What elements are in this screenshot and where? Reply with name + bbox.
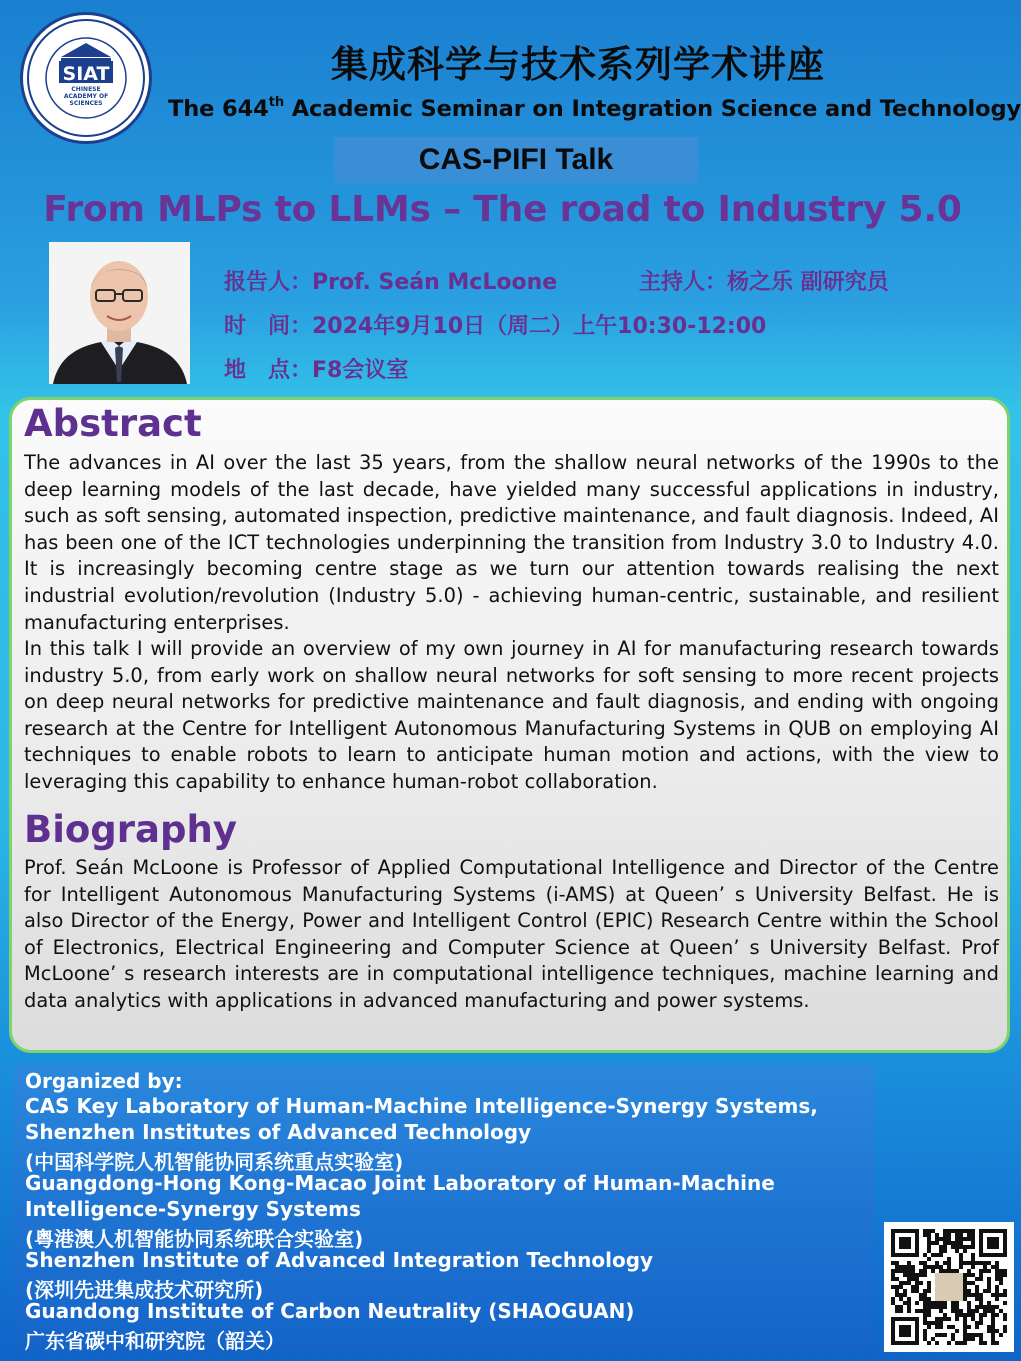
qr-code-icon: [884, 1222, 1014, 1352]
biography-heading: Biography: [24, 808, 237, 851]
time-line: 时 间：2024年9月10日（周二）上午10:30-12:00: [224, 314, 767, 339]
logo-line-2: ACADEMY OF: [63, 93, 109, 100]
abstract-heading: Abstract: [24, 402, 202, 445]
title-en-suffix: Academic Seminar on Integration Science and Technology: [284, 96, 1021, 122]
talk-title: From MLPs to LLMs – The road to Industry 5.0: [43, 189, 962, 230]
speaker-line: 报告人：Prof. Seán McLoone: [224, 270, 558, 295]
abstract-paragraph-2: In this talk I will provide an overview of my own journey in AI for manufacturing research towards industry 5.0, from early work on shallow neural networks for soft sensing to more recent projects on deep neural networks for predictive maintenance and fault diagnosis, and ending with ongoing research at the Centre for Intelligent Autonomous Manufacturing Systems in QUB on employing AI techniques to enable robots to learn to anticipate human motion and actions, with the view to leveraging this capability to enhance human-robot collaboration.: [24, 637, 999, 793]
speaker-photo: [49, 242, 190, 384]
title-english: [168, 95, 1021, 122]
logo-line-3: SCIENCES: [69, 100, 103, 107]
title-en-prefix: The 644: [168, 96, 269, 122]
logo-line-1: CHINESE: [71, 86, 101, 93]
host-line: 主持人：杨之乐 副研究员: [639, 270, 889, 295]
organizer-line: Intelligence-Synergy Systems: [25, 1197, 361, 1221]
biography-paragraph: Prof. Seán McLoone is Professor of Applied Computational Intelligence and Director of the Centre for Intelligent Autonomous Manufacturing Systems (i-AMS) at Queen’ s University Belfast. He is also Director of the Energy, Power and Intelligent Control (EPIC) Research Centre within the School of Electronics, Electrical Engineering and Computer Science at Queen’ s University Belfast. Prof McLoone’ s research interests are in computational intelligence techniques, machine learning and data analytics with applications in advanced manufacturing and power systems.: [24, 856, 999, 1012]
organizer-line: Guandong Institute of Carbon Neutrality (SHAOGUAN): [25, 1299, 635, 1323]
organizer-line: (中国科学院人机智能协同系统重点实验室): [25, 1150, 404, 1174]
title-en-sup: th: [268, 95, 285, 110]
organizer-line: Shenzhen Institute of Advanced Integration Technology: [25, 1248, 654, 1272]
title-chinese: 集成科学与技术系列学术讲座: [331, 43, 825, 86]
place-line: 地 点：F8会议室: [224, 358, 409, 383]
abstract-paragraph-1: The advances in AI over the last 35 years, from the shallow neural networks of the 1990s to the deep learning models of the last decade, have yielded many successful applications in industry, such as soft sensing, automated inspection, predictive maintenance, and fault diagnosis. Indeed, AI has been one of the ICT technologies underpinning the transition from Industry 3.0 to Industry 4.0. It is increasingly becoming centre stage as we turn our attention towards realising the next industrial evolution/revolution (Industry 5.0) - achieving human-centric, sustainable, and resilient manufacturing enterprises.: [24, 451, 999, 634]
organizer-line: 广东省碳中和研究院（韶关）: [25, 1329, 285, 1353]
organizer-line: (深圳先进集成技术研究所): [25, 1278, 264, 1302]
organizer-line: Guangdong-Hong Kong-Macao Joint Laboratory of Human-Machine: [25, 1171, 775, 1195]
organizer-line: CAS Key Laboratory of Human-Machine Intelligence-Synergy Systems,: [25, 1094, 818, 1118]
organizer-line: Shenzhen Institutes of Advanced Technology: [25, 1120, 532, 1144]
logo-name: SIAT: [62, 63, 110, 85]
organizer-line: (粤港澳人机智能协同系统联合实验室): [25, 1227, 364, 1251]
organizers-label: Organized by:: [25, 1069, 183, 1093]
talk-badge: CAS-PIFI Talk: [334, 137, 698, 183]
